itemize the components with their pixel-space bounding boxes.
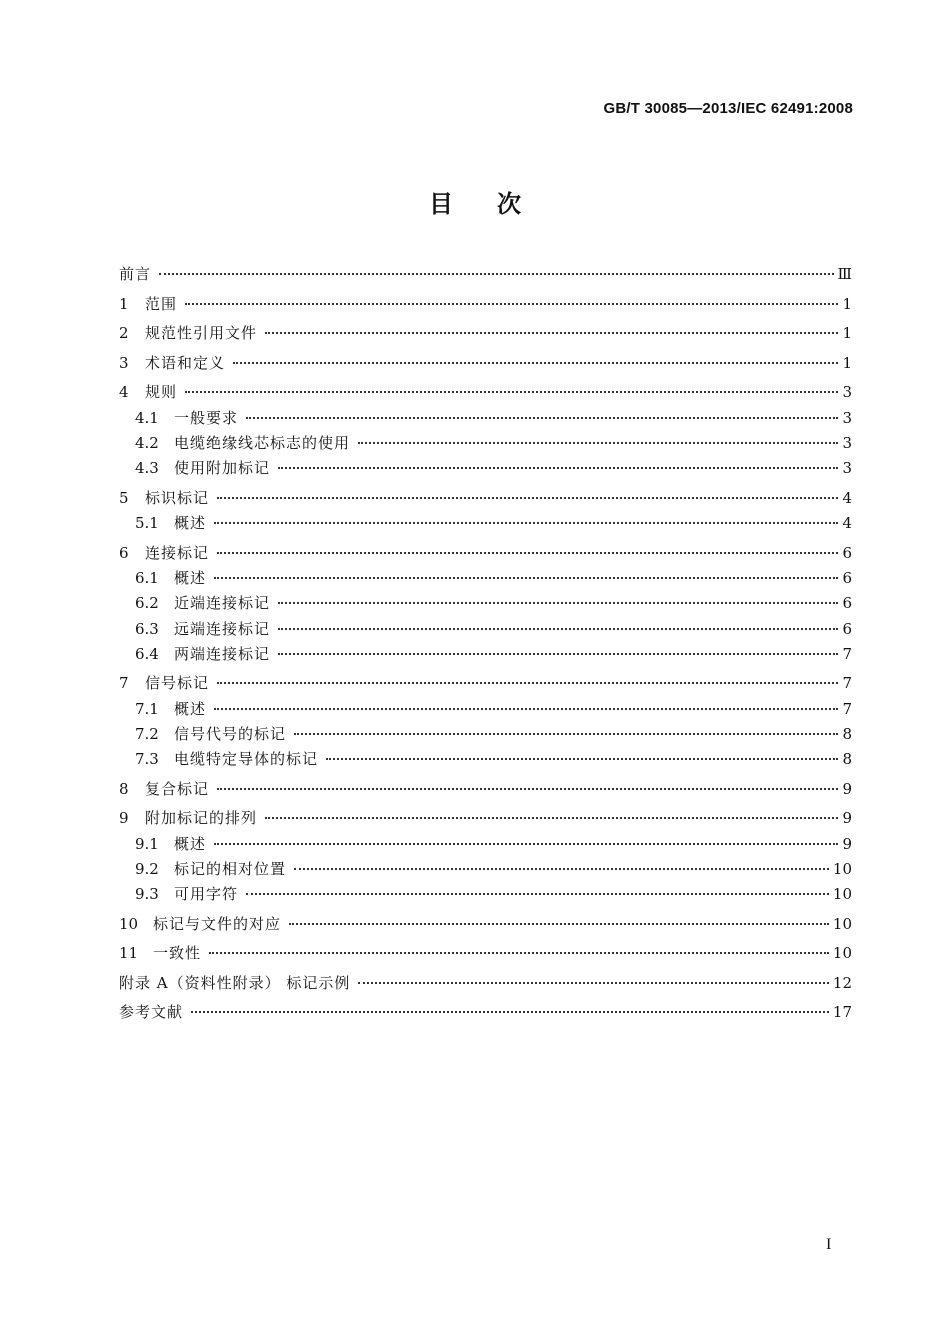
toc-number: 9.2 [135,860,159,878]
toc-entry-bibliography[interactable] [119,1001,852,1023]
toc-entry-11[interactable] [119,942,852,964]
toc-label: 术语和定义 [145,354,226,372]
toc-number: 7 [119,674,129,692]
toc-entry-7-3[interactable] [135,748,852,770]
toc-number: 4 [119,383,129,401]
toc-entry-7-2[interactable] [135,723,852,745]
toc-label: 两端连接标记 [174,645,271,663]
toc-page: 3 [842,434,852,452]
toc-label: 电缆绝缘线芯标志的使用 [174,434,351,452]
toc-label: 标识标记 [145,489,210,507]
toc-leader [289,923,829,925]
toc-entry-8[interactable] [119,778,852,800]
toc-label: 规则 [145,383,178,401]
standard-number: GB/T 30085—2013/IEC 62491:2008 [603,100,853,117]
toc-entry-4[interactable] [119,381,852,403]
toc-number: 6.2 [135,594,159,612]
toc-number: 1 [119,295,129,313]
toc-label: 信号代号的标记 [174,725,287,743]
page-number: I [826,1236,832,1253]
toc-leader [246,893,829,895]
toc-leader [214,577,838,579]
toc-entry-1[interactable] [119,293,852,315]
toc-page: 17 [832,1003,852,1021]
toc-leader [278,467,838,469]
toc-entry-6-3[interactable] [135,618,852,640]
toc-label: 使用附加标记 [174,459,271,477]
toc-label: 信号标记 [145,674,210,692]
toc-leader [185,391,838,393]
toc-label: 可用字符 [174,885,239,903]
toc-leader [278,653,838,655]
toc-page: 9 [842,809,852,827]
toc-page: 9 [842,780,852,798]
toc-page: 4 [842,489,852,507]
toc-leader [217,788,838,790]
toc-number: 9 [119,809,129,827]
toc-entry-7-1[interactable] [135,698,852,720]
toc-label: 概述 [174,569,207,587]
toc-page: 3 [842,383,852,401]
toc-leader [217,497,838,499]
toc-label: 近端连接标记 [174,594,271,612]
toc-number: 7.1 [135,700,159,718]
toc-entry-10[interactable] [119,913,852,935]
toc-label: 范围 [145,295,178,313]
toc-number: 6.3 [135,620,159,638]
toc-page: 3 [842,409,852,427]
toc-page: 6 [842,594,852,612]
toc-leader [294,868,829,870]
toc-leader [358,442,838,444]
toc-leader [358,982,829,984]
toc-page: 10 [832,885,852,903]
toc-entry-4-2[interactable] [135,432,852,454]
toc-leader [214,522,838,524]
toc-leader [209,952,829,954]
toc-number: 2 [119,324,129,342]
toc-entry-2[interactable] [119,322,852,344]
toc-page: 10 [832,944,852,962]
toc-page: 12 [832,974,852,992]
toc-entry-3[interactable] [119,352,852,374]
toc-leader [159,273,834,275]
toc-number: 4.2 [135,434,159,452]
toc-page: 7 [842,645,852,663]
toc-label: 连接标记 [145,544,210,562]
toc-leader [265,817,838,819]
toc-label: 概述 [174,514,207,532]
toc-page: 3 [842,459,852,477]
toc-number: 7.3 [135,750,159,768]
toc-number: 3 [119,354,129,372]
toc-entry-9-1[interactable] [135,833,852,855]
toc-number: 8 [119,780,129,798]
toc-label: 规范性引用文件 [145,324,258,342]
toc-page: 8 [842,750,852,768]
toc-entry-7[interactable] [119,672,852,694]
toc-entry-6-1[interactable] [135,567,852,589]
toc-number: 6.4 [135,645,159,663]
toc-label: 参考文献 [119,1003,184,1021]
toc-number: 6 [119,544,129,562]
toc-page: 6 [842,544,852,562]
toc-number: 11 [119,944,139,962]
toc-page: 7 [842,700,852,718]
toc-entry-6[interactable] [119,542,852,564]
toc-number: 5.1 [135,514,159,532]
toc-page: 10 [832,915,852,933]
toc-entry-4-3[interactable] [135,457,852,479]
toc-page: 8 [842,725,852,743]
toc-entry-9-3[interactable] [135,883,852,905]
toc-leader [217,682,838,684]
toc-number: 6.1 [135,569,159,587]
toc-leader [233,362,838,364]
toc-entry-annex-a[interactable] [119,972,852,994]
toc-page: 1 [842,324,852,342]
toc-entry-6-2[interactable] [135,592,852,614]
toc-label: 远端连接标记 [174,620,271,638]
toc-label: 一致性 [153,944,202,962]
toc-label: 电缆特定导体的标记 [174,750,319,768]
toc-entry-4-1[interactable] [135,407,852,429]
toc-entry-6-4[interactable] [135,643,852,665]
toc-entry-preface[interactable] [119,263,852,285]
toc-page: 6 [842,569,852,587]
toc-number: 4.3 [135,459,159,477]
toc-number: 4.1 [135,409,159,427]
toc-label: 复合标记 [145,780,210,798]
toc-label: 标记的相对位置 [174,860,287,878]
toc-leader [217,552,838,554]
toc-leader [185,303,838,305]
toc-leader [294,733,838,735]
toc-page: 4 [842,514,852,532]
toc-entry-9-2[interactable] [135,858,852,880]
toc-number: 9.3 [135,885,159,903]
toc-label: 附录 A（资料性附录） 标记示例 [119,974,351,992]
toc-label: 一般要求 [174,409,239,427]
toc-leader [191,1011,829,1013]
toc-entry-5-1[interactable] [135,512,852,534]
toc-label: 附加标记的排列 [145,809,258,827]
toc-leader [265,332,838,334]
toc-label: 标记与文件的对应 [153,915,282,933]
toc-entry-9[interactable] [119,807,852,829]
toc-entry-5[interactable] [119,487,852,509]
page-title: 目次 [429,190,565,218]
toc-number: 7.2 [135,725,159,743]
toc-leader [278,628,838,630]
toc-page: 10 [832,860,852,878]
toc-label: 概述 [174,700,207,718]
toc-number: 10 [119,915,139,933]
toc-page: 1 [842,295,852,313]
toc-page: 6 [842,620,852,638]
toc-leader [278,602,838,604]
toc-label: 概述 [174,835,207,853]
toc-number: 9.1 [135,835,159,853]
toc-page: 9 [842,835,852,853]
toc-leader [214,843,838,845]
toc-page: 1 [842,354,852,372]
toc-page: 7 [842,674,852,692]
toc-leader [326,758,838,760]
toc-label: 前言 [119,265,152,283]
toc-leader [214,708,838,710]
toc-leader [246,417,838,419]
toc-page: Ⅲ [837,265,852,283]
toc-number: 5 [119,489,129,507]
